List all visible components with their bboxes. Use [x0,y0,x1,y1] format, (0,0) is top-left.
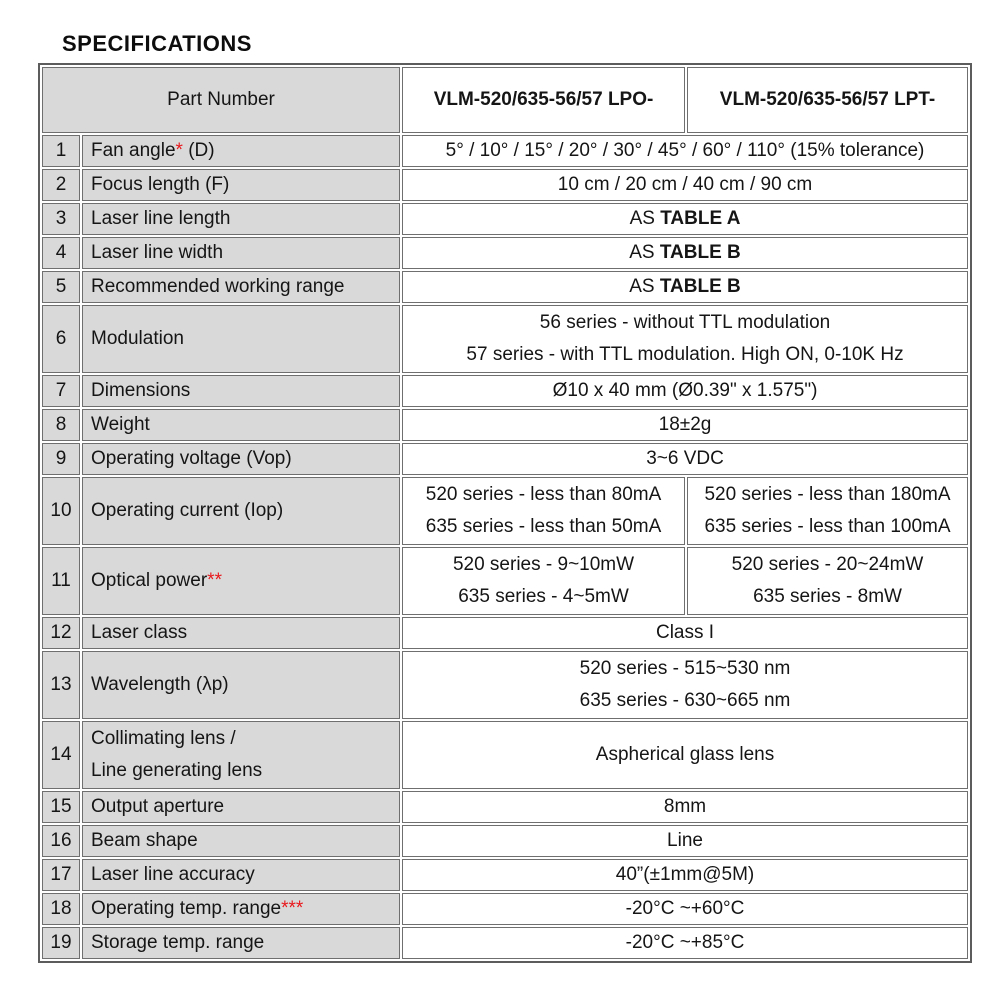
spec-row [42,547,968,615]
spec-label: Wavelength (λp) [82,651,400,719]
table-header-row [42,67,968,133]
row-number: 2 [42,169,80,201]
spec-value: Aspherical glass lens [402,721,968,789]
row-number: 14 [42,721,80,789]
lpt-column-header: VLM-520/635-56/57 LPT- [687,67,968,133]
spec-label: Operating voltage (Vop) [82,443,400,475]
red-asterisk: ** [207,570,222,591]
spec-value: 40”(±1mm@5M) [402,859,968,891]
spec-label: Laser line accuracy [82,859,400,891]
row-number: 6 [42,305,80,373]
spec-value: Class I [402,617,968,649]
row-number: 17 [42,859,80,891]
spec-row [42,825,968,857]
spec-row [42,375,968,407]
spec-row [42,477,968,545]
spec-label: Recommended working range [82,271,400,303]
spec-row [42,443,968,475]
spec-value-lpt: 520 series - less than 180mA 635 series - less than 100mA [687,477,968,545]
row-number: 7 [42,375,80,407]
row-number: 10 [42,477,80,545]
spec-label: Laser class [82,617,400,649]
row-number: 4 [42,237,80,269]
row-number: 13 [42,651,80,719]
spec-value-lpt: 520 series - 20~24mW 635 series - 8mW [687,547,968,615]
row-number: 11 [42,547,80,615]
spec-value: 10 cm / 20 cm / 40 cm / 90 cm [402,169,968,201]
spec-value: Ø10 x 40 mm (Ø0.39" x 1.575") [402,375,968,407]
spec-value: -20°C ~+60°C [402,893,968,925]
row-number: 18 [42,893,80,925]
spec-label: Optical power** [82,547,400,615]
spec-value: 56 series - without TTL modulation 57 series - with TTL modulation. High ON, 0-10K Hz [402,305,968,373]
row-number: 15 [42,791,80,823]
row-number: 9 [42,443,80,475]
red-asterisk: * [175,140,183,161]
spec-label: Focus length (F) [82,169,400,201]
spec-value-lpo: 520 series - 9~10mW 635 series - 4~5mW [402,547,685,615]
spec-value: 8mm [402,791,968,823]
row-number: 3 [42,203,80,235]
spec-label: Operating temp. range*** [82,893,400,925]
spec-row [42,169,968,201]
row-number: 19 [42,927,80,959]
spec-label: Collimating lens / Line generating lens [82,721,400,789]
lpo-column-header: VLM-520/635-56/57 LPO- [402,67,685,133]
spec-label: Storage temp. range [82,927,400,959]
spec-row [42,237,968,269]
spec-row [42,721,968,789]
spec-row [42,135,968,167]
row-number: 1 [42,135,80,167]
part-number-header: Part Number [42,67,400,133]
spec-value: 5° / 10° / 15° / 20° / 30° / 45° / 60° / 110° (15% tolerance) [402,135,968,167]
spec-row [42,651,968,719]
spec-row [42,271,968,303]
spec-row [42,617,968,649]
spec-label: Output aperture [82,791,400,823]
spec-label: Laser line length [82,203,400,235]
spec-label: Modulation [82,305,400,373]
spec-value: -20°C ~+85°C [402,927,968,959]
spec-row [42,859,968,891]
spec-label: Weight [82,409,400,441]
row-number: 5 [42,271,80,303]
page-title: SPECIFICATIONS [62,31,252,56]
spec-row [42,305,968,373]
spec-label: Dimensions [82,375,400,407]
row-number: 12 [42,617,80,649]
spec-value: 18±2g [402,409,968,441]
spec-label: Laser line width [82,237,400,269]
spec-label: Fan angle* (D) [82,135,400,167]
specifications-table [38,63,972,963]
spec-value: 3~6 VDC [402,443,968,475]
spec-value-lpo: 520 series - less than 80mA 635 series - less than 50mA [402,477,685,545]
spec-value: AS TABLE B [402,271,968,303]
spec-row [42,791,968,823]
row-number: 8 [42,409,80,441]
spec-value: Line [402,825,968,857]
spec-value: AS TABLE B [402,237,968,269]
spec-label: Operating current (Iop) [82,477,400,545]
spec-row [42,203,968,235]
spec-row [42,927,968,959]
row-number: 16 [42,825,80,857]
spec-row [42,409,968,441]
red-asterisk: *** [281,898,304,919]
spec-row [42,893,968,925]
spec-value: AS TABLE A [402,203,968,235]
spec-label: Beam shape [82,825,400,857]
spec-value: 520 series - 515~530 nm 635 series - 630~665 nm [402,651,968,719]
